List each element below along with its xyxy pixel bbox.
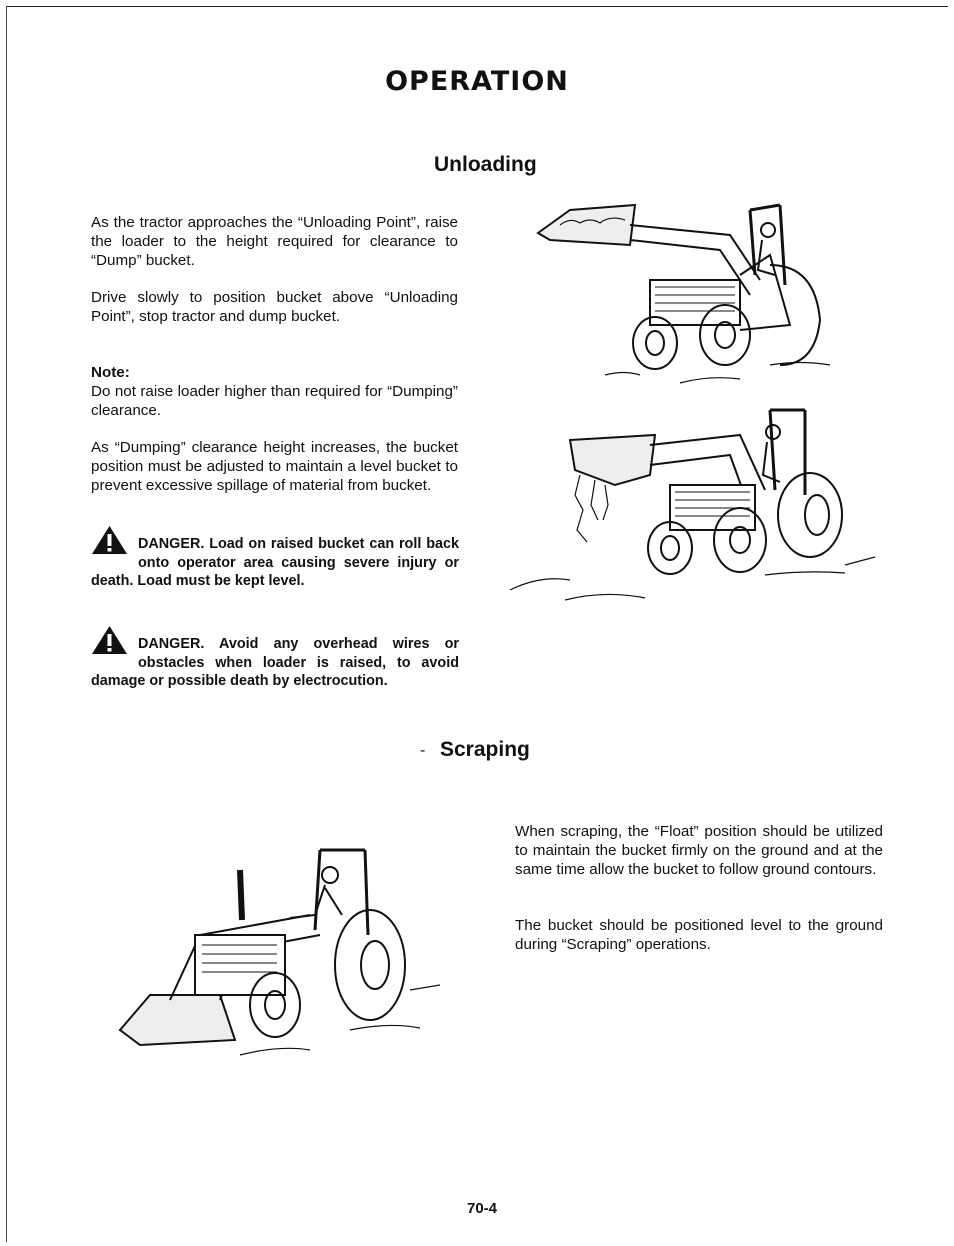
tractor-dumping-illustration [505, 400, 895, 610]
unloading-paragraph-2: Drive slowly to position bucket above “Unloading Point”, stop tractor and dump bucket. [91, 289, 458, 325]
note-text: Do not raise loader higher than required for “Dumping” clearance. [91, 382, 458, 419]
unloading-paragraph-3: As “Dumping” clearance height increases, the bucket position must be adjusted to maintain a level bucket to prevent excessive spillage of material from bucket. [91, 439, 458, 494]
page-title: OPERATION [385, 66, 569, 97]
scraping-paragraph-1: When scraping, the “Float” position should be utilized to maintain the bucket firmly on the ground and at the same time allow the bucket to follow ground contours. [515, 823, 883, 878]
page-border-top [6, 6, 948, 7]
page-border-left [6, 6, 7, 1242]
unloading-paragraph-1: As the tractor approaches the “Unloading Point”, raise the loader to the height required for clearance to “Dump” bucket. [91, 214, 458, 269]
scraping-paragraph-2: The bucket should be positioned level to the ground during “Scraping” operations. [515, 917, 883, 953]
danger-warning-wires [91, 635, 459, 691]
tractor-raised-bucket-illustration [530, 195, 860, 395]
scraping-dash: - [420, 742, 426, 759]
page-number: 70-4 [466, 1200, 498, 1217]
warning-triangle-icon [91, 525, 128, 555]
note-block [91, 364, 458, 420]
unloading-heading: Unloading [434, 153, 537, 176]
note-label: Note: [91, 364, 130, 381]
tractor-scraping-illustration [110, 840, 460, 1065]
danger-text-wires: DANGER. Avoid any overhead wires or obstacles when loader is raised, to avoid damage or possible death by electrocution. [91, 636, 459, 689]
danger-text-load: DANGER. Load on raised bucket can roll back onto operator area causing severe injury or death. Load must be kept level. [91, 536, 459, 589]
warning-triangle-icon [91, 625, 128, 655]
scraping-heading: Scraping [440, 738, 530, 761]
danger-warning-load [91, 535, 459, 591]
